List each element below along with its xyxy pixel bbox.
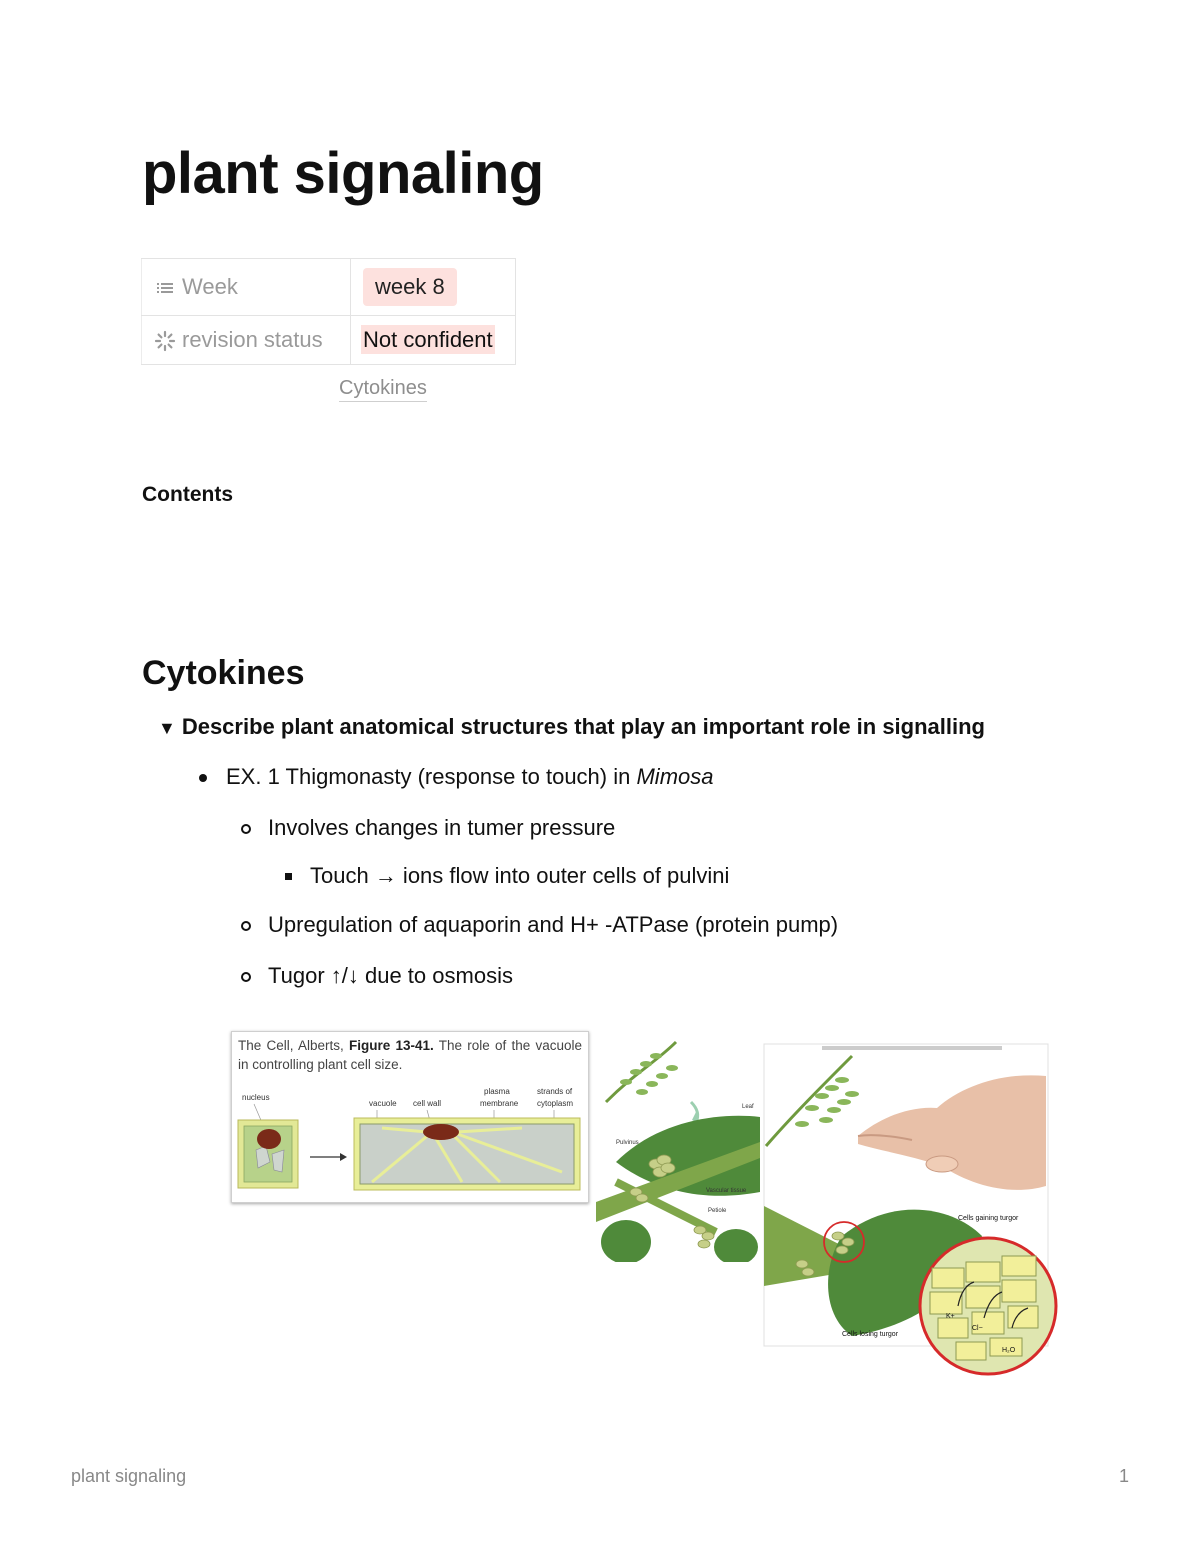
square-bullet-icon: [285, 873, 292, 880]
label-leaf: Leaf: [742, 1104, 754, 1110]
properties-table: [141, 258, 516, 365]
list-item: Upregulation of aquaporin and H+ -ATPase (protein pump): [268, 912, 838, 938]
label-membrane: membrane: [480, 1099, 519, 1108]
list-item: Touch → ions flow into outer cells of pulvini: [310, 863, 729, 889]
label-petiole: Petiole: [708, 1208, 727, 1214]
circle-bullet-icon: [241, 921, 251, 931]
bullet-icon: [199, 774, 207, 782]
label-vascular-tissue: Vascular tissue: [706, 1188, 747, 1194]
property-key-week: Week: [182, 274, 238, 299]
figure-caption: The Cell, Alberts, Figure 13-41. The role of the vacuole in controlling plant cell size.: [238, 1038, 582, 1072]
label-cells-losing-turgor: Cells losing turgor: [842, 1331, 899, 1338]
section-heading: Cytokines: [142, 654, 305, 692]
week-tag[interactable]: week 8: [363, 268, 457, 306]
label-cells-gaining-turgor: Cells gaining turgor: [958, 1215, 1019, 1222]
property-row-revision-status[interactable]: [142, 316, 516, 365]
list-item: Tugor ↑/↓ due to osmosis: [268, 963, 513, 989]
vacuole-diagram: [232, 1032, 588, 1202]
page-title: plant signaling: [142, 141, 544, 206]
loading-icon: [154, 330, 176, 352]
label-strands: strands of: [537, 1087, 573, 1096]
list-icon: [154, 277, 176, 299]
figure-vacuole: [231, 1031, 589, 1203]
label-nucleus: nucleus: [242, 1093, 270, 1102]
label-cytoplasm: cytoplasm: [537, 1099, 574, 1108]
label-k: K+: [946, 1313, 955, 1320]
contents-heading: Contents: [142, 483, 233, 506]
label-cl: Cl−: [972, 1325, 983, 1332]
circle-bullet-icon: [241, 972, 251, 982]
figure-mimosa-pulvinus: [596, 1032, 760, 1262]
toggle-triangle-icon[interactable]: ▼: [158, 718, 176, 738]
figure-mimosa-touch-turgor: [762, 1036, 1062, 1384]
property-key-revision-status: revision status: [182, 327, 323, 352]
label-h2o: H₂O: [1002, 1347, 1016, 1354]
page-number: 1: [1119, 1466, 1130, 1486]
cytokines-link[interactable]: Cytokines: [339, 377, 427, 402]
toggle-title: Describe plant anatomical structures that play an important role in signalling: [181, 714, 985, 739]
property-row-week[interactable]: [142, 259, 516, 316]
revision-status-tag[interactable]: Not confident: [363, 327, 493, 352]
toggle-block[interactable]: [158, 714, 985, 740]
footer-title: plant signaling: [71, 1466, 187, 1486]
label-pulvinus: Pulvinus: [616, 1140, 639, 1146]
label-vacuole: vacuole: [369, 1099, 397, 1108]
circle-bullet-icon: [241, 824, 251, 834]
list-item: Involves changes in tumer pressure: [268, 815, 615, 841]
list-item: EX. 1 Thigmonasty (response to touch) in Mimosa: [226, 764, 714, 790]
label-plasma: plasma: [484, 1087, 510, 1096]
label-cell-wall: cell wall: [413, 1099, 442, 1108]
